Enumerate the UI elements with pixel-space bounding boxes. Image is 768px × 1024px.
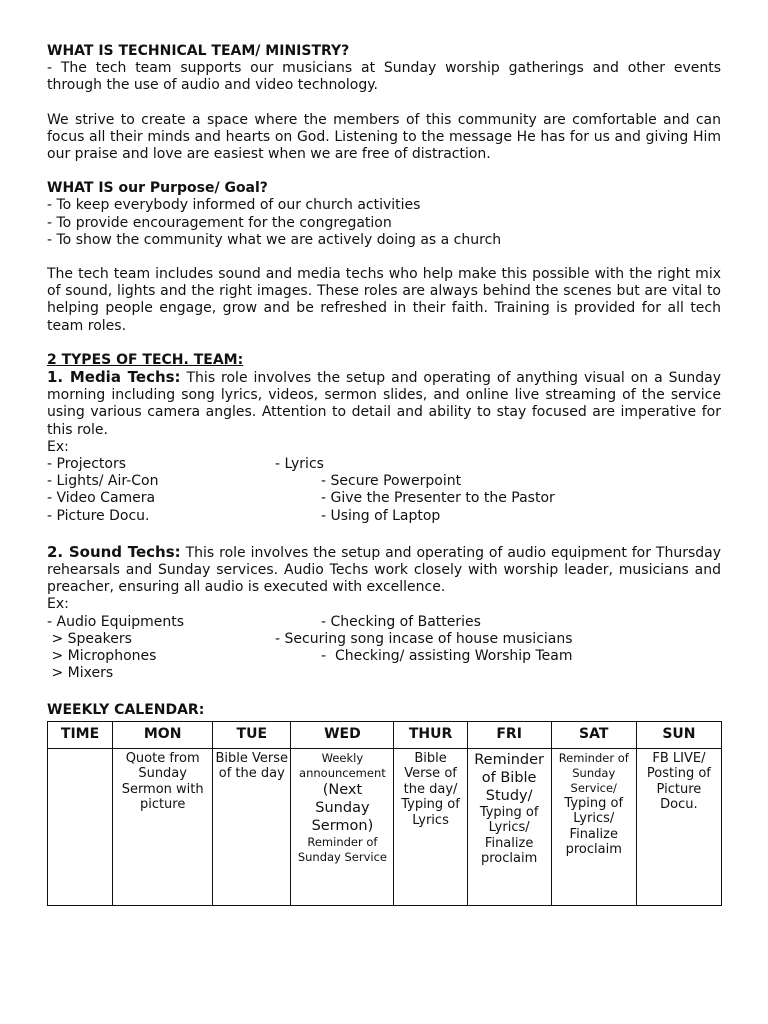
calendar-wed-cell	[291, 748, 394, 905]
sound-list-row	[47, 665, 721, 682]
calendar-header-cell: TUE	[213, 721, 291, 748]
calendar-thur-cell: Bible Verse of the day/ Typing of Lyrics	[394, 748, 467, 905]
purpose-paragraph: The tech team includes sound and media techs who help make this possible with the right mix of sound, lights and the right images. These roles are always behind the scenes but are vital to helping people engage, grow and be refreshed in their faith. Training is provided for all tech team roles.	[47, 266, 721, 334]
sound-techs-text: This role involves the setup and operating of audio equipment for Thursday rehearsals and Sunday services. Audio Techs work closely with worship leader, musicians and preacher, ensuring all audio is executed with excellence.	[47, 544, 722, 596]
media-list-left: - Lights/ Air-Con	[47, 473, 159, 490]
media-list-left: - Picture Docu.	[47, 507, 150, 524]
calendar-header-cell: SUN	[636, 721, 721, 748]
calendar-fri-cell	[467, 748, 551, 905]
purpose-heading: WHAT IS our Purpose/ Goal?	[47, 180, 268, 197]
fri-reminder: Reminder of Bible Study/	[474, 751, 545, 804]
calendar-row	[48, 748, 722, 905]
sound-list-right: - Checking of Batteries	[321, 613, 481, 630]
media-techs-text: This role involves the setup and operating of anything visual on a Sunday morning including song lyrics, videos, sermon slides, and online live streaming of the service using various camera angles. Attention to detail and ability to stay focused are imperative for this role.	[47, 370, 721, 438]
sound-list-left: > Mixers	[47, 665, 114, 682]
sound-techs-lead: 2. Sound Techs:	[47, 542, 181, 561]
sat-reminder: Reminder of Sunday Service/	[558, 750, 629, 795]
sound-list-row	[47, 631, 721, 648]
calendar-header-cell: TIME	[48, 721, 113, 748]
media-list-right: - Secure Powerpoint	[321, 473, 462, 490]
calendar-heading: WEEKLY CALENDAR:	[47, 702, 205, 719]
sound-list-left: - Audio Equipments	[47, 613, 185, 630]
calendar-header-cell: SAT	[551, 721, 636, 748]
media-list-row	[47, 490, 721, 507]
calendar-header-cell: WED	[291, 721, 394, 748]
wed-reminder: Reminder of Sunday Service	[297, 834, 387, 864]
media-techs-paragraph	[47, 369, 721, 439]
sound-list-left: > Speakers	[47, 630, 132, 647]
purpose-item: - To show the community what we are actively doing as a church	[47, 231, 502, 248]
sound-list-row	[47, 614, 721, 631]
sound-list-row	[47, 648, 721, 665]
calendar-mon-cell: Quote from Sunday Sermon with picture	[113, 748, 213, 905]
media-ex-label: Ex:	[47, 438, 69, 455]
media-techs-lead: 1. Media Techs:	[47, 368, 181, 387]
sound-list-left: > Microphones	[47, 648, 157, 664]
sound-techs-paragraph	[47, 544, 721, 597]
document-content	[47, 43, 721, 906]
calendar-time-cell	[48, 748, 113, 905]
sound-list-right: - Securing song incase of house musicians	[275, 630, 573, 647]
sat-typing: Typing of Lyrics/ Finalize proclaim	[564, 795, 624, 858]
types-heading: 2 TYPES OF TECH. TEAM:	[47, 351, 244, 368]
intro-paragraph-1: - The tech team supports our musicians at Sunday worship gatherings and other events through the use of audio and video technology.	[47, 60, 721, 94]
sound-list-right: - Checking/ assisting Worship Team	[321, 648, 573, 664]
media-list-row	[47, 473, 721, 490]
intro-heading: WHAT IS TECHNICAL TEAM/ MINISTRY?	[47, 43, 350, 59]
wed-announcement: Weekly announcement	[299, 750, 386, 780]
calendar-header-cell: FRI	[467, 721, 551, 748]
calendar-sun-cell: FB LIVE/ Posting of Picture Docu.	[636, 748, 721, 905]
calendar-header-cell: THUR	[394, 721, 467, 748]
media-list-left: - Projectors	[47, 456, 127, 473]
media-list-row	[47, 456, 721, 473]
wed-next-sermon: (Next Sunday Sermon)	[311, 781, 374, 834]
calendar-header-row	[48, 721, 722, 748]
sound-ex-label: Ex:	[47, 596, 69, 613]
media-list-right: - Using of Laptop	[321, 507, 441, 524]
media-list-row	[47, 508, 721, 525]
media-list-left: - Video Camera	[47, 490, 156, 507]
media-list-right: - Lyrics	[275, 456, 324, 473]
purpose-item: - To provide encouragement for the congregation	[47, 214, 392, 231]
calendar-header-cell: MON	[113, 721, 213, 748]
fri-typing: Typing of Lyrics/ Finalize proclaim	[479, 804, 539, 867]
purpose-item: - To keep everybody informed of our church activities	[47, 197, 421, 214]
calendar-sat-cell	[551, 748, 636, 905]
weekly-calendar-table	[47, 721, 722, 906]
calendar-tue-cell: Bible Verse of the day	[213, 748, 291, 905]
media-list-right: - Give the Presenter to the Pastor	[321, 490, 555, 507]
intro-paragraph-2: We strive to create a space where the members of this community are comfortable and can focus all their minds and hearts on God. Listening to the message He has for us and giving Him our praise and love are easiest when we are free of distraction.	[47, 111, 721, 163]
